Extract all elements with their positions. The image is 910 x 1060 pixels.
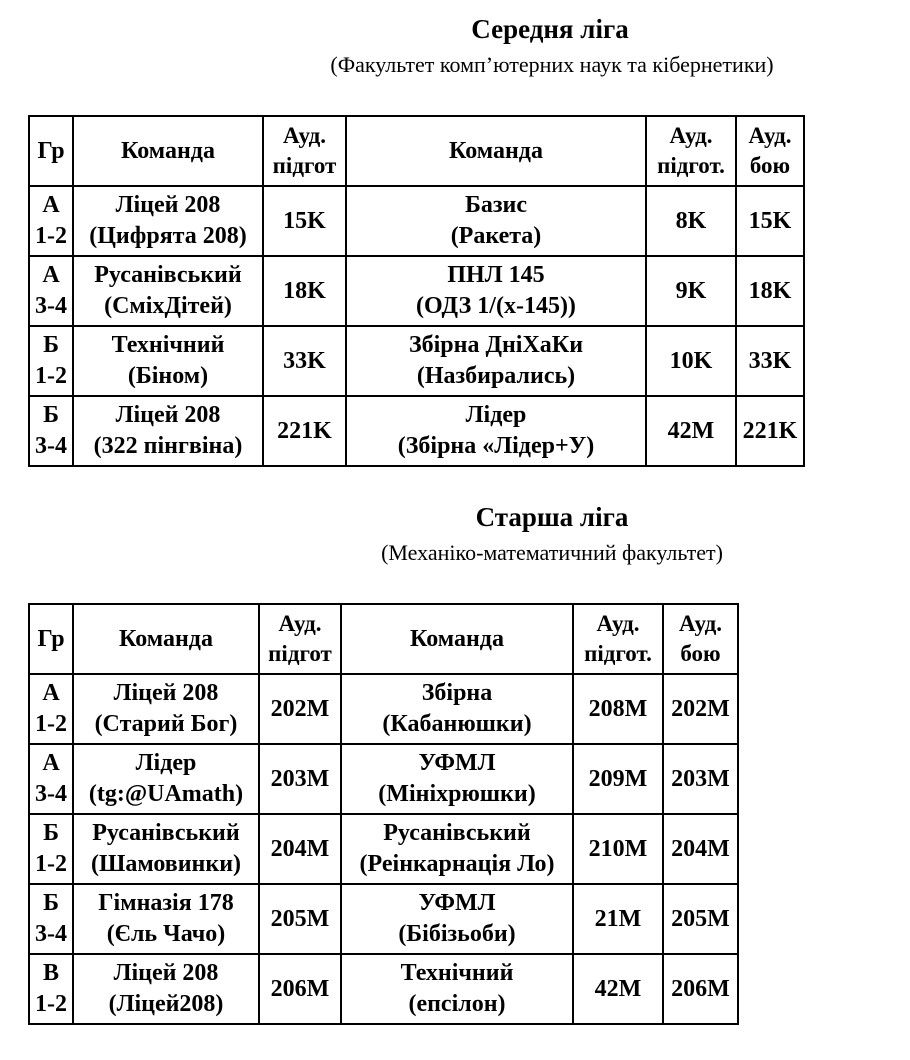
aud-prep1-cell: 205M xyxy=(259,884,341,954)
team2-cell xyxy=(346,326,646,396)
team2-cell-line2: (епсілон) xyxy=(408,991,506,1017)
team2-cell xyxy=(346,396,646,466)
team1-cell-line2: (322 пінгвіна) xyxy=(93,433,243,459)
middle-league-title: Середня ліга xyxy=(471,14,629,44)
table-row xyxy=(29,674,738,744)
header-team1: Команда xyxy=(73,604,259,674)
team1-cell-line1: Гімназія 178 xyxy=(98,890,234,916)
team1-cell-line1: Ліцей 208 xyxy=(115,192,221,218)
team1-cell-line2: (Цифрята 208) xyxy=(89,223,247,249)
header-aud-prep2-line2: підгот. xyxy=(584,641,652,666)
group-cell-line2: 1-2 xyxy=(35,363,67,389)
group-cell xyxy=(29,954,73,1024)
group-cell-line1: Б xyxy=(43,890,59,916)
team1-cell-line2: (Старий Бог) xyxy=(94,711,238,737)
group-cell xyxy=(29,814,73,884)
header-group: Гр xyxy=(29,604,73,674)
group-cell-line2: 3-4 xyxy=(35,921,67,947)
aud-prep1-cell: 206M xyxy=(259,954,341,1024)
aud-prep1-cell: 221K xyxy=(263,396,346,466)
team1-cell xyxy=(73,326,263,396)
team1-cell xyxy=(73,396,263,466)
header-aud-fight-line2: бою xyxy=(749,153,791,178)
table-row xyxy=(29,814,738,884)
header-team2: Команда xyxy=(341,604,573,674)
middle-league-table xyxy=(28,115,805,467)
group-cell-line1: Б xyxy=(43,820,59,846)
table-row xyxy=(29,256,804,326)
header-aud-prep1 xyxy=(259,604,341,674)
group-cell-line2: 1-2 xyxy=(35,851,67,877)
team2-cell-line1: Русанівський xyxy=(383,820,531,846)
team2-cell-line2: (Реінкарнація Ло) xyxy=(359,851,555,877)
team1-cell-line1: Ліцей 208 xyxy=(115,402,221,428)
aud-prep2-cell: 8K xyxy=(646,186,736,256)
team2-cell-line2: (Назбирались) xyxy=(416,363,576,389)
header-aud-prep1-line1: Ауд. xyxy=(283,123,326,148)
team2-cell xyxy=(346,256,646,326)
group-cell xyxy=(29,396,73,466)
aud-prep1-cell: 33K xyxy=(263,326,346,396)
aud-fight-cell: 221K xyxy=(736,396,804,466)
group-cell-line2: 3-4 xyxy=(35,293,67,319)
header-aud-prep1-line2: підгот xyxy=(272,153,337,178)
aud-prep1-cell: 204M xyxy=(259,814,341,884)
team2-cell-line1: УФМЛ xyxy=(418,750,496,776)
aud-prep2-cell: 208M xyxy=(573,674,663,744)
aud-prep2-cell: 210M xyxy=(573,814,663,884)
group-cell xyxy=(29,256,73,326)
header-aud-fight-line2: бою xyxy=(680,641,721,666)
group-cell xyxy=(29,674,73,744)
group-cell-line1: Б xyxy=(43,332,59,358)
aud-prep2-cell: 9K xyxy=(646,256,736,326)
team2-cell-line2: (Кабанюшки) xyxy=(382,711,532,737)
group-cell-line1: А xyxy=(42,680,60,706)
team1-cell-line2: (Єль Чачо) xyxy=(106,921,226,947)
header-aud-prep1-line1: Ауд. xyxy=(278,611,322,636)
aud-prep2-cell: 209M xyxy=(573,744,663,814)
group-cell-line2: 1-2 xyxy=(35,223,67,249)
senior-league-table xyxy=(28,603,739,1025)
table-header-row xyxy=(29,604,738,674)
table-row xyxy=(29,326,804,396)
header-team1: Команда xyxy=(73,116,263,186)
team1-cell xyxy=(73,954,259,1024)
aud-prep2-cell: 42M xyxy=(573,954,663,1024)
team2-cell-line1: Збірна ДніХаКи xyxy=(408,332,584,358)
table-row xyxy=(29,954,738,1024)
team2-cell xyxy=(341,954,573,1024)
group-cell xyxy=(29,884,73,954)
group-cell-line1: Б xyxy=(43,402,59,428)
group-cell-line2: 1-2 xyxy=(35,711,67,737)
aud-prep2-cell: 42M xyxy=(646,396,736,466)
team2-cell-line2: (Збірна «Лідер+У) xyxy=(397,433,595,459)
team1-cell xyxy=(73,744,259,814)
senior-league-subtitle: (Механіко-математичний факультет) xyxy=(381,540,723,565)
team2-cell-line2: (Бібізьоби) xyxy=(398,921,516,947)
table-row xyxy=(29,186,804,256)
header-aud-prep2 xyxy=(573,604,663,674)
header-aud-fight-line1: Ауд. xyxy=(748,123,792,148)
team2-cell-line2: (ОДЗ 1/(x-145)) xyxy=(416,293,576,319)
aud-fight-cell: 33K xyxy=(736,326,804,396)
team1-cell-line1: Русанівський xyxy=(92,820,240,846)
team1-cell-line1: Лідер xyxy=(135,750,197,776)
table-header-row xyxy=(29,116,804,186)
header-aud-prep2 xyxy=(646,116,736,186)
table-row xyxy=(29,884,738,954)
group-cell-line2: 3-4 xyxy=(35,781,67,807)
header-aud-fight xyxy=(736,116,804,186)
group-cell-line2: 1-2 xyxy=(35,991,67,1017)
team2-cell xyxy=(341,884,573,954)
team2-cell xyxy=(341,674,573,744)
team1-cell-line2: (Ліцей208) xyxy=(108,991,224,1017)
aud-prep2-cell: 10K xyxy=(646,326,736,396)
aud-prep1-cell: 202M xyxy=(259,674,341,744)
header-aud-prep2-line1: Ауд. xyxy=(669,123,713,148)
team1-cell-line2: (Біном) xyxy=(127,363,209,389)
middle-league-subtitle: (Факультет комп’ютерних наук та кібернетики) xyxy=(330,52,774,77)
header-aud-fight-line1: Ауд. xyxy=(679,611,722,636)
aud-fight-cell: 202M xyxy=(663,674,738,744)
aud-prep1-cell: 203M xyxy=(259,744,341,814)
team2-cell-line1: УФМЛ xyxy=(418,890,496,916)
group-cell-line1: В xyxy=(42,960,59,986)
aud-fight-cell: 204M xyxy=(663,814,738,884)
team2-cell-line1: Технічний xyxy=(400,960,514,986)
team1-cell xyxy=(73,884,259,954)
aud-fight-cell: 15K xyxy=(736,186,804,256)
team1-cell-line2: (Шамовинки) xyxy=(90,851,242,877)
aud-fight-cell: 203M xyxy=(663,744,738,814)
team1-cell-line1: Ліцей 208 xyxy=(113,960,219,986)
team2-cell xyxy=(341,744,573,814)
team1-cell xyxy=(73,674,259,744)
aud-fight-cell: 18K xyxy=(736,256,804,326)
header-aud-prep1 xyxy=(263,116,346,186)
group-cell-line1: А xyxy=(42,750,60,776)
team1-cell-line1: Русанівський xyxy=(94,262,242,288)
team2-cell xyxy=(341,814,573,884)
team2-cell xyxy=(346,186,646,256)
table-row xyxy=(29,744,738,814)
aud-prep2-cell: 21M xyxy=(573,884,663,954)
header-aud-prep2-line1: Ауд. xyxy=(596,611,640,636)
team1-cell-line1: Ліцей 208 xyxy=(113,680,219,706)
group-cell-line2: 3-4 xyxy=(35,433,67,459)
team1-cell xyxy=(73,256,263,326)
team1-cell xyxy=(73,814,259,884)
aud-fight-cell: 205M xyxy=(663,884,738,954)
team1-cell-line2: (СміхДітей) xyxy=(104,293,232,319)
team2-cell-line1: Збірна xyxy=(421,680,493,706)
team2-cell-line1: Базис xyxy=(465,192,527,218)
group-cell-line1: А xyxy=(42,262,60,288)
group-cell xyxy=(29,186,73,256)
header-group: Гр xyxy=(29,116,73,186)
senior-league-title: Старша ліга xyxy=(475,502,629,532)
header-team2: Команда xyxy=(346,116,646,186)
table-row xyxy=(29,396,804,466)
team2-cell-line1: Лідер xyxy=(465,402,527,428)
team2-cell-line2: (Ракета) xyxy=(450,223,542,249)
group-cell-line1: А xyxy=(42,192,60,218)
header-aud-fight xyxy=(663,604,738,674)
group-cell xyxy=(29,326,73,396)
aud-prep1-cell: 15K xyxy=(263,186,346,256)
team1-cell-line2: (tg:@UAmath) xyxy=(88,781,244,807)
header-aud-prep2-line2: підгот. xyxy=(657,153,725,178)
team2-cell-line2: (Мініхрюшки) xyxy=(378,781,536,807)
aud-fight-cell: 206M xyxy=(663,954,738,1024)
aud-prep1-cell: 18K xyxy=(263,256,346,326)
group-cell xyxy=(29,744,73,814)
team2-cell-line1: ПНЛ 145 xyxy=(447,262,545,288)
team1-cell-line1: Технічний xyxy=(111,332,225,358)
team1-cell xyxy=(73,186,263,256)
header-aud-prep1-line2: підгот xyxy=(268,641,332,666)
